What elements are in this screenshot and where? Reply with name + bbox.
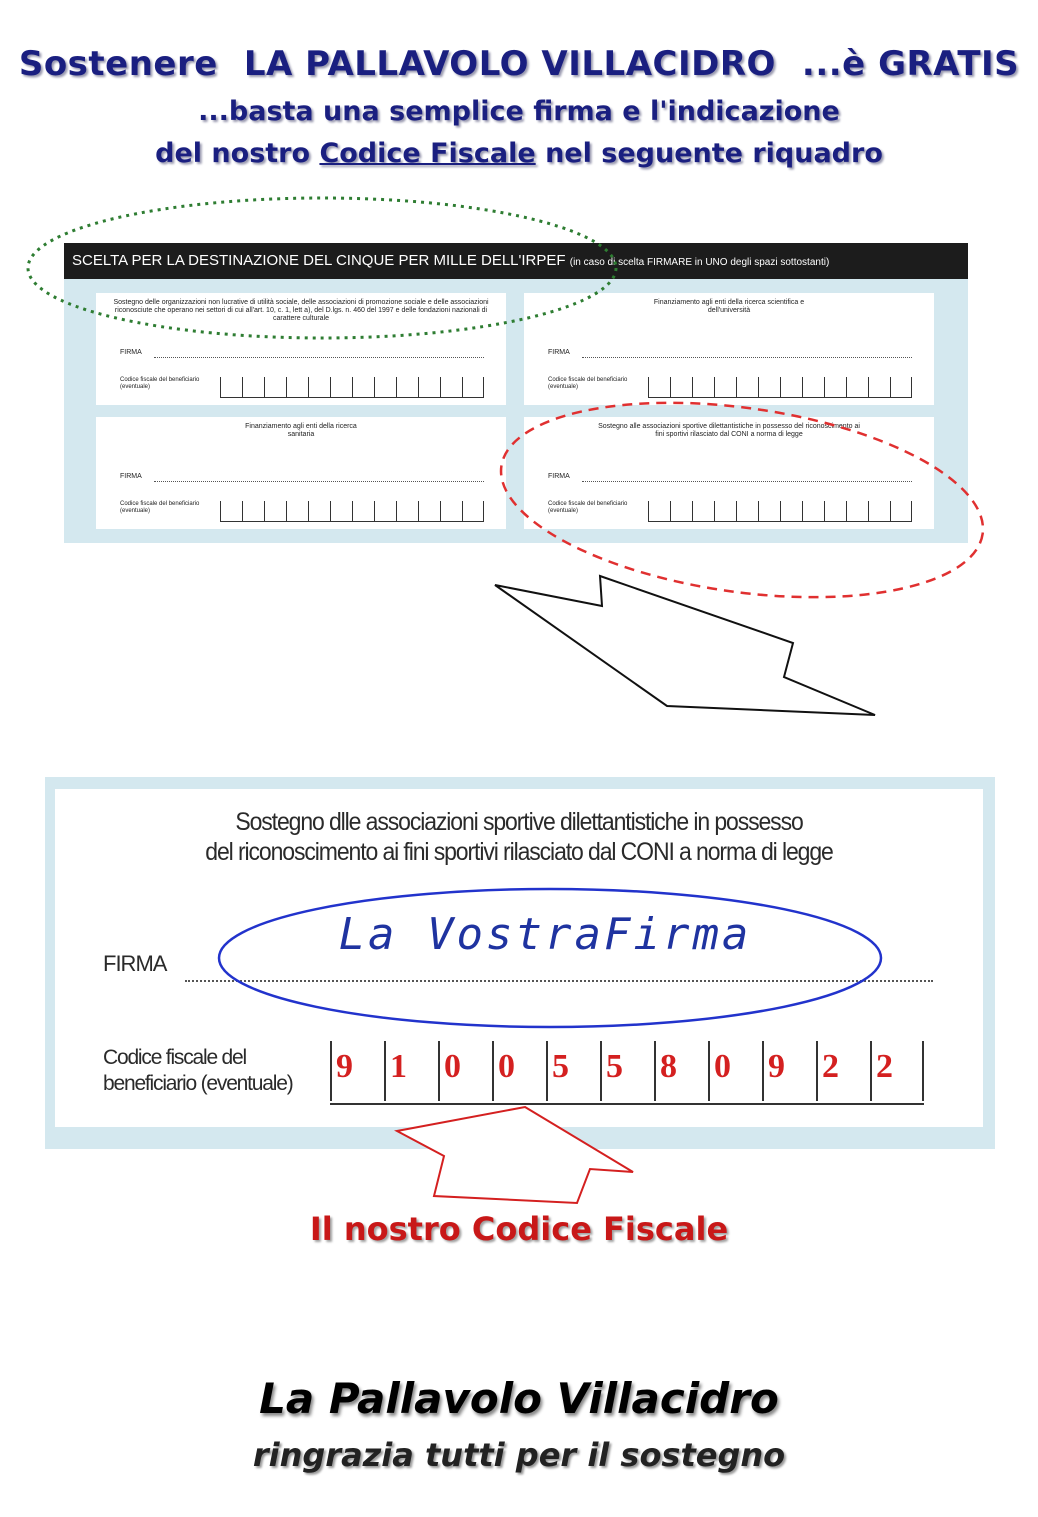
blue-signature-highlight xyxy=(219,889,881,1027)
firma-label: FIRMA xyxy=(120,473,142,480)
form-box-title: Sostegno alle associazioni sportive dilettantistiche in possesso del riconoscimento ai fini sportivi rilasciato dal CONI a norma di legge xyxy=(598,423,860,438)
firma-label: FIRMA xyxy=(548,473,570,480)
code-label: Codice fiscale del beneficiario (eventuale) xyxy=(120,377,200,390)
code-label: Codice fiscale del beneficiario (eventuale) xyxy=(120,501,200,514)
form-box-title: Finanziamento agli enti della ricerca scientifica e dell'università xyxy=(653,299,805,314)
small-form-note: (in caso di scelta FIRMARE in UNO degli spazi sottostanti) xyxy=(569,257,830,268)
signature-text: La VostraFirma xyxy=(338,909,752,960)
subheadline-2-highlight: Codice Fiscale xyxy=(319,138,536,169)
large-form-title-line-2: del riconoscimento ai fini sportivi rilasciato dal CONI a norma di legge xyxy=(205,838,833,866)
green-dotted-highlight xyxy=(28,198,616,338)
tax-code-digit: 0 xyxy=(492,1041,546,1101)
red-arrow-up-icon xyxy=(397,1107,633,1203)
tax-code-digit: 5 xyxy=(600,1041,654,1101)
tax-code-digit: 9 xyxy=(330,1041,384,1101)
tax-code-digit: 5 xyxy=(546,1041,600,1101)
tax-code-digit: 2 xyxy=(816,1041,870,1101)
subheadline-1: ...basta una semplice firma e l'indicazione xyxy=(198,96,840,127)
firma-label: FIRMA xyxy=(548,349,570,356)
form-box-title: Finanziamento agli enti della ricerca sanitaria xyxy=(245,423,357,438)
tax-code-digit: 9 xyxy=(762,1041,816,1101)
headline-part-3: ...è GRATIS xyxy=(801,44,1020,84)
tax-code-caption: Il nostro Codice Fiscale xyxy=(309,1210,729,1248)
tax-code-digit: 2 xyxy=(870,1041,924,1101)
tax-code-digit: 0 xyxy=(438,1041,492,1101)
code-label-line-1: Codice fiscale del xyxy=(103,1046,246,1069)
tax-code-digit: 8 xyxy=(654,1041,708,1101)
code-label-line-2: beneficiario (eventuale) xyxy=(103,1072,293,1095)
tax-code-digit: 1 xyxy=(384,1041,438,1101)
footer-club-name: La Pallavolo Villacidro xyxy=(259,1374,779,1423)
large-form-title-line-1: Sostegno dlle associazioni sportive dilettantistiche in possesso xyxy=(235,808,803,836)
red-dashed-highlight xyxy=(489,375,996,625)
code-label: Codice fiscale del beneficiario (eventuale) xyxy=(548,377,628,390)
footer-thanks: ringrazia tutti per il sostegno xyxy=(252,1436,786,1474)
small-form-title: SCELTA PER LA DESTINAZIONE DEL CINQUE PER MILLE DELL'IRPEF xyxy=(72,252,566,269)
firma-label: FIRMA xyxy=(103,951,167,976)
subheadline-2-a: del nostro xyxy=(155,138,320,169)
headline-part-2: LA PALLAVOLO VILLACIDRO xyxy=(243,44,776,84)
headline-part-1: Sostenere xyxy=(18,44,218,84)
tax-code-digit: 0 xyxy=(708,1041,762,1101)
subheadline-2-c: nel seguente riquadro xyxy=(535,138,883,169)
form-box-title: Sostegno delle organizzazioni non lucrative di utilità sociale, delle associazioni di promozione sociale e delle associazioni riconosciute che operano nei settori di cui all'art. 10, c. 1, lett a), del D.lgs. n. 460 del 1997 e delle fondazioni nazionali di carattere culturale xyxy=(113,299,489,322)
code-label: Codice fiscale del beneficiario (eventuale) xyxy=(548,501,628,514)
firma-label: FIRMA xyxy=(120,349,142,356)
